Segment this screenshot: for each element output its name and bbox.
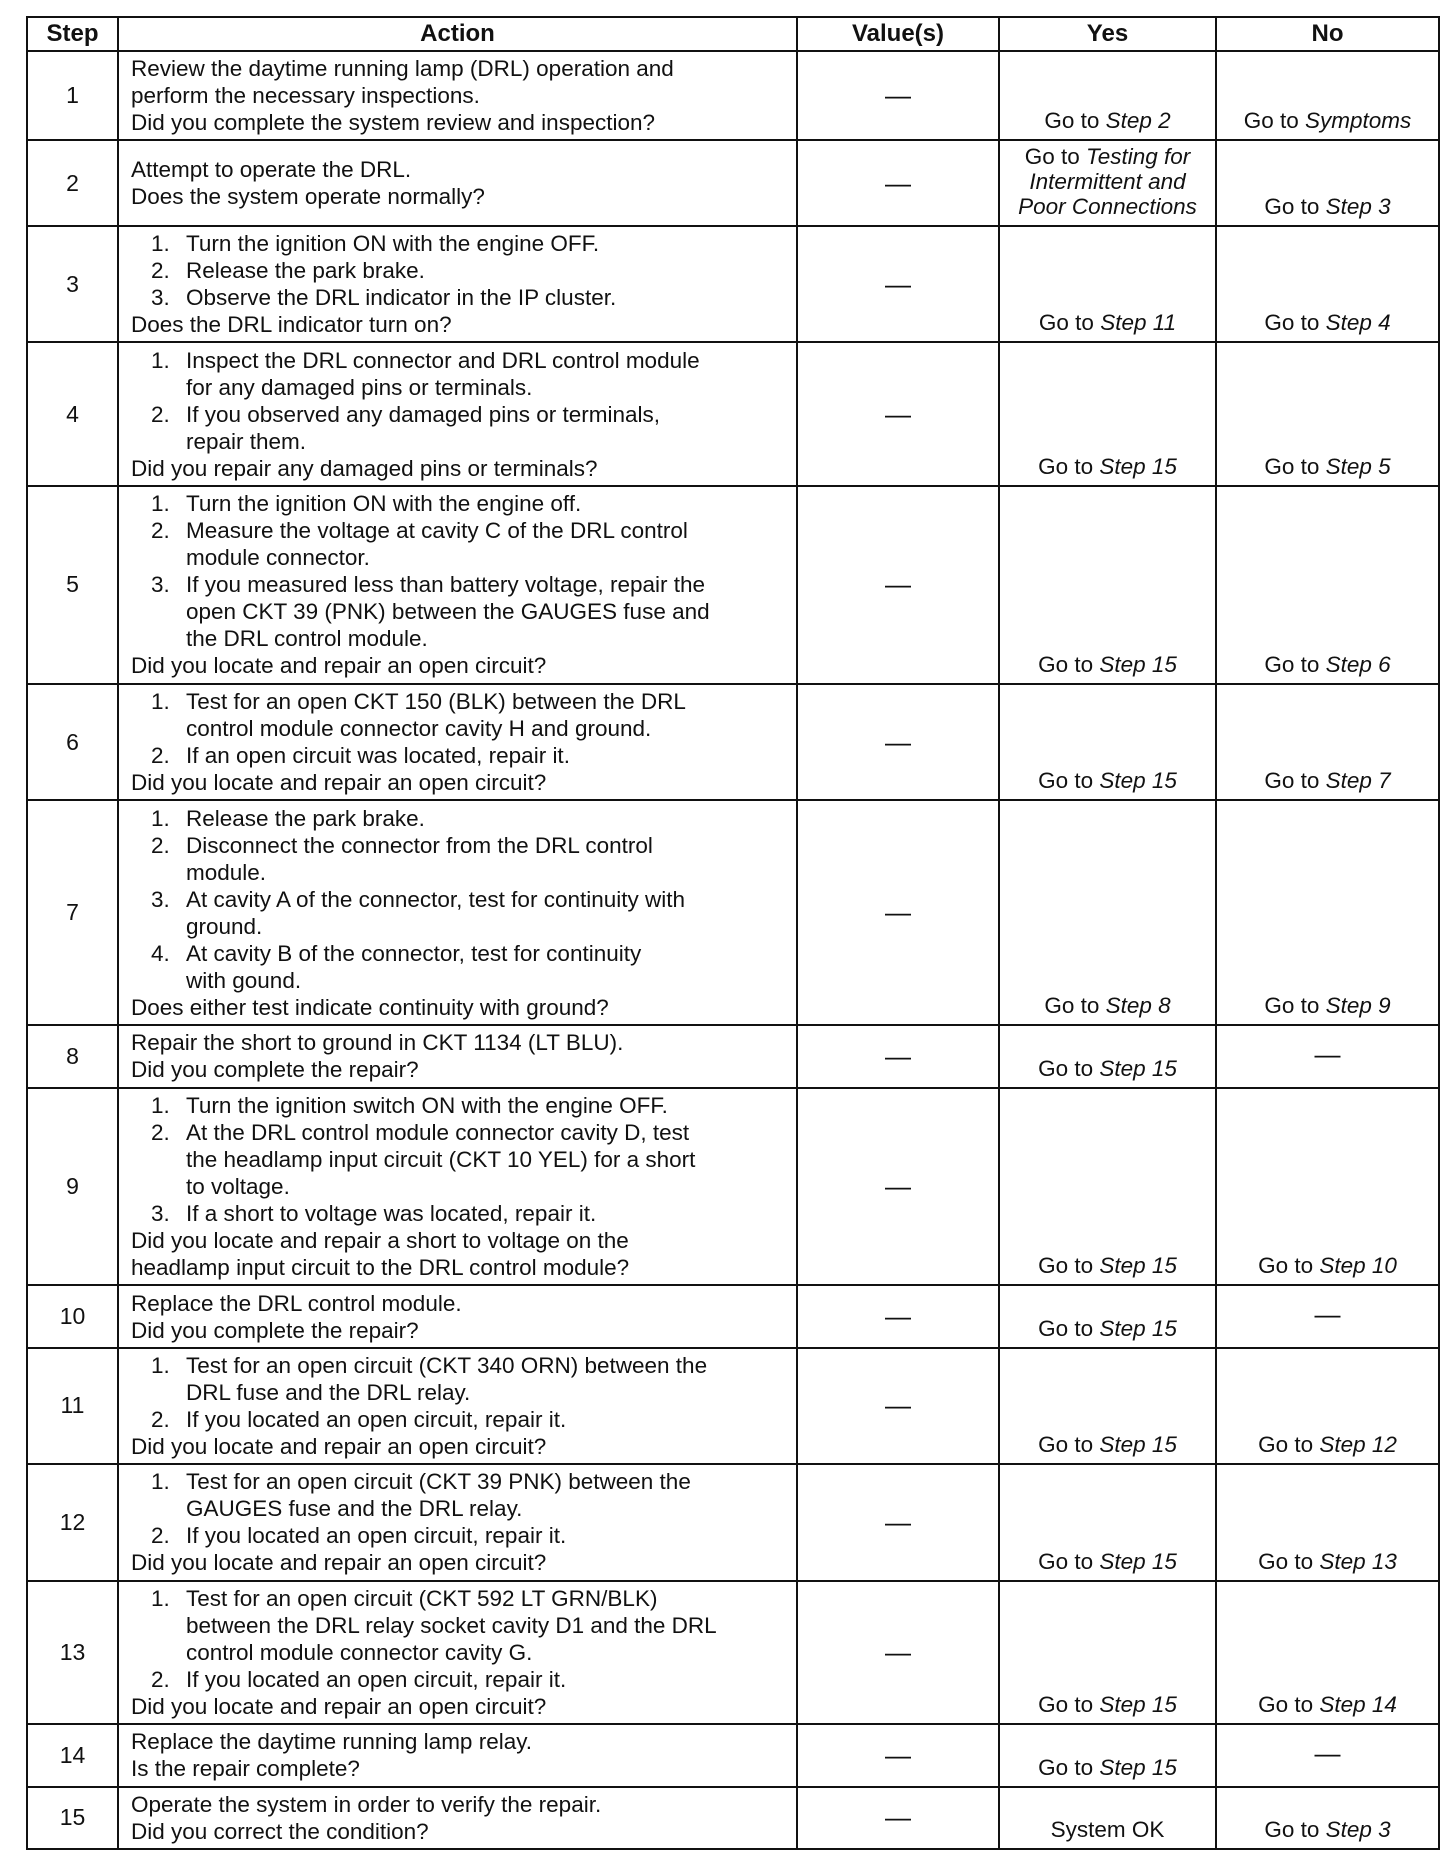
value-cell: — bbox=[797, 140, 999, 225]
action-step-text: If you measured less than battery voltage, repair the bbox=[186, 572, 706, 598]
no-cell bbox=[1216, 342, 1439, 486]
action-step-text: Test for an open CKT 150 (BLK) between the DRL bbox=[186, 689, 686, 715]
no-cell bbox=[1216, 140, 1439, 225]
header-step: Step bbox=[27, 17, 118, 51]
action-step-item bbox=[131, 284, 790, 311]
value-cell: — bbox=[797, 1285, 999, 1347]
step-number: 15 bbox=[27, 1787, 118, 1849]
yes-reference: Step 15 bbox=[1099, 453, 1177, 479]
yes-reference: Step 8 bbox=[1105, 993, 1171, 1019]
action-step-item bbox=[131, 230, 790, 257]
value-cell: — bbox=[797, 1724, 999, 1786]
action-step-text: between the DRL relay socket cavity D1 and the DRL bbox=[186, 1613, 717, 1639]
yes-plain-text: Go to bbox=[1038, 1548, 1094, 1574]
value-cell: — bbox=[797, 800, 999, 1025]
yes-cell bbox=[999, 1581, 1216, 1725]
step-number: 14 bbox=[27, 1724, 118, 1786]
action-question: Does either test indicate continuity with ground? bbox=[131, 994, 609, 1020]
step-number: 2 bbox=[27, 140, 118, 225]
action-step-text: Test for an open circuit (CKT 340 ORN) between the bbox=[186, 1352, 708, 1378]
header-values: Value(s) bbox=[797, 17, 999, 51]
table-row bbox=[27, 486, 1439, 684]
action-steps bbox=[131, 490, 790, 652]
action-step-number: 2. bbox=[151, 832, 170, 858]
action-step-text: Observe the DRL indicator in the IP cluster. bbox=[186, 285, 617, 311]
action-step-number: 3. bbox=[151, 285, 170, 311]
step-number: 8 bbox=[27, 1025, 118, 1087]
yes-reference: Step 15 bbox=[1099, 1253, 1177, 1279]
action-step-item bbox=[131, 805, 790, 832]
table-row bbox=[27, 342, 1439, 486]
action-cell bbox=[118, 51, 797, 140]
action-step-text: with gound. bbox=[186, 967, 302, 993]
no-reference: Step 5 bbox=[1325, 453, 1391, 479]
action-step-number: 3. bbox=[151, 886, 170, 912]
no-plain-text: Go to bbox=[1264, 1817, 1320, 1842]
no-reference: Step 3 bbox=[1325, 1817, 1391, 1842]
action-question: Did you complete the repair? bbox=[131, 1317, 419, 1343]
action-step-item bbox=[131, 517, 790, 571]
action-step-text: Measure the voltage at cavity C of the DRL control bbox=[186, 518, 688, 544]
action-step-text: Inspect the DRL connector and DRL control module bbox=[186, 347, 700, 373]
header-action: Action bbox=[118, 17, 797, 51]
action-cell bbox=[118, 1787, 797, 1849]
action-step-text: At cavity B of the connector, test for continuity bbox=[186, 940, 642, 966]
action-question: headlamp input circuit to the DRL control module? bbox=[131, 1255, 630, 1280]
action-step-item bbox=[131, 1352, 790, 1406]
no-cell bbox=[1216, 1581, 1439, 1725]
yes-plain-text: Go to bbox=[1044, 993, 1100, 1019]
action-text: Replace the DRL control module. bbox=[131, 1290, 462, 1316]
action-step-text: If you located an open circuit, repair it. bbox=[186, 1523, 567, 1549]
action-step-number: 4. bbox=[151, 940, 170, 966]
action-question: Did you locate and repair an open circuit? bbox=[131, 1550, 547, 1576]
action-step-number: 2. bbox=[151, 743, 170, 769]
action-step-text: Test for an open circuit (CKT 592 LT GRN/BLK) bbox=[186, 1586, 658, 1612]
value-cell: — bbox=[797, 1025, 999, 1087]
yes-cell bbox=[999, 800, 1216, 1025]
action-step-item bbox=[131, 571, 790, 652]
yes-cell bbox=[999, 1464, 1216, 1581]
yes-cell bbox=[999, 1724, 1216, 1786]
no-dash: — bbox=[1314, 1737, 1341, 1768]
no-cell bbox=[1216, 1025, 1439, 1087]
action-step-text: the headlamp input circuit (CKT 10 YEL) for a short bbox=[186, 1147, 696, 1172]
action-step-number: 1. bbox=[151, 1586, 170, 1612]
action-text: Replace the daytime running lamp relay. bbox=[131, 1729, 533, 1755]
action-steps bbox=[131, 347, 790, 455]
no-plain-text: Go to bbox=[1258, 1253, 1314, 1279]
action-step-number: 2. bbox=[151, 1667, 170, 1693]
header-row bbox=[27, 17, 1439, 51]
yes-reference: Testing for bbox=[1086, 143, 1191, 169]
table-row bbox=[27, 800, 1439, 1025]
action-question: Does the system operate normally? bbox=[131, 184, 485, 210]
action-step-item bbox=[131, 1468, 790, 1522]
yes-cell bbox=[999, 1285, 1216, 1347]
action-steps bbox=[131, 230, 790, 311]
table-row bbox=[27, 1348, 1439, 1465]
yes-reference: Step 11 bbox=[1100, 310, 1177, 336]
no-plain-text: Go to bbox=[1258, 1432, 1314, 1458]
action-step-item bbox=[131, 832, 790, 886]
no-reference: Step 13 bbox=[1319, 1548, 1397, 1574]
action-question: Did you locate and repair a short to voltage on the bbox=[131, 1228, 629, 1253]
value-cell: — bbox=[797, 684, 999, 801]
action-question: Is the repair complete? bbox=[131, 1756, 360, 1782]
no-cell bbox=[1216, 226, 1439, 343]
no-reference: Step 12 bbox=[1319, 1432, 1397, 1458]
action-steps bbox=[131, 805, 790, 994]
action-step-text: GAUGES fuse and the DRL relay. bbox=[186, 1496, 523, 1522]
yes-plain-text: Go to bbox=[1038, 651, 1094, 677]
action-step-number: 2. bbox=[151, 258, 170, 284]
step-number: 5 bbox=[27, 486, 118, 684]
action-step-number: 1. bbox=[151, 805, 170, 831]
action-step-item bbox=[131, 886, 790, 940]
action-cell bbox=[118, 1088, 797, 1286]
action-step-item bbox=[131, 401, 790, 455]
action-step-text: Test for an open circuit (CKT 39 PNK) between the bbox=[186, 1469, 691, 1495]
no-reference: Step 3 bbox=[1325, 193, 1391, 219]
action-step-item bbox=[131, 490, 790, 517]
action-cell bbox=[118, 226, 797, 343]
diagnostic-table bbox=[26, 16, 1440, 1850]
action-step-text: to voltage. bbox=[186, 1174, 290, 1199]
yes-reference: Step 15 bbox=[1099, 1548, 1177, 1574]
yes-plain-text: Go to bbox=[1038, 1754, 1094, 1780]
action-step-item bbox=[131, 1200, 790, 1227]
step-number: 11 bbox=[27, 1348, 118, 1465]
action-step-text: Turn the ignition switch ON with the engine OFF. bbox=[186, 1093, 668, 1118]
yes-cell bbox=[999, 1088, 1216, 1286]
step-number: 6 bbox=[27, 684, 118, 801]
action-step-item bbox=[131, 940, 790, 994]
action-text: perform the necessary inspections. bbox=[131, 83, 480, 109]
no-plain-text: Go to bbox=[1243, 108, 1299, 134]
action-question: Did you locate and repair an open circuit? bbox=[131, 653, 547, 679]
step-number: 7 bbox=[27, 800, 118, 1025]
no-reference: Step 14 bbox=[1319, 1692, 1397, 1718]
action-cell bbox=[118, 1464, 797, 1581]
yes-cell bbox=[999, 684, 1216, 801]
action-step-text: for any damaged pins or terminals. bbox=[186, 374, 533, 400]
yes-cell bbox=[999, 1348, 1216, 1465]
action-step-text: If you observed any damaged pins or terminals, bbox=[186, 401, 661, 427]
action-steps bbox=[131, 1585, 790, 1693]
action-steps bbox=[131, 1468, 790, 1549]
yes-cell bbox=[999, 486, 1216, 684]
no-reference: Step 4 bbox=[1325, 310, 1391, 336]
action-step-text: Turn the ignition ON with the engine off. bbox=[186, 491, 582, 517]
yes-plain-text: Go to bbox=[1038, 1253, 1094, 1279]
action-step-number: 1. bbox=[151, 1352, 170, 1378]
no-plain-text: Go to bbox=[1258, 1548, 1314, 1574]
action-step-number: 1. bbox=[151, 231, 170, 257]
action-step-text: Release the park brake. bbox=[186, 258, 425, 284]
action-question: Did you locate and repair an open circuit? bbox=[131, 770, 547, 796]
no-cell bbox=[1216, 1787, 1439, 1849]
action-step-text: module. bbox=[186, 859, 267, 885]
action-step-text: Disconnect the connector from the DRL control bbox=[186, 832, 653, 858]
no-cell bbox=[1216, 486, 1439, 684]
action-cell bbox=[118, 800, 797, 1025]
action-step-text: ground. bbox=[186, 913, 263, 939]
no-plain-text: Go to bbox=[1264, 193, 1320, 219]
action-cell bbox=[118, 342, 797, 486]
yes-reference: Step 15 bbox=[1099, 1055, 1177, 1081]
table-body bbox=[27, 51, 1439, 1849]
value-cell: — bbox=[797, 1581, 999, 1725]
action-question: Does the DRL indicator turn on? bbox=[131, 312, 452, 338]
action-step-text: DRL fuse and the DRL relay. bbox=[186, 1379, 471, 1405]
action-question: Did you correct the condition? bbox=[131, 1818, 429, 1844]
table-row bbox=[27, 1464, 1439, 1581]
yes-reference: Step 2 bbox=[1105, 108, 1171, 134]
yes-plain-text: Go to bbox=[1024, 143, 1080, 169]
action-step-item bbox=[131, 1406, 790, 1433]
yes-plain-text: Go to bbox=[1038, 1692, 1094, 1718]
table-row bbox=[27, 140, 1439, 225]
no-cell bbox=[1216, 1464, 1439, 1581]
action-step-number: 1. bbox=[151, 491, 170, 517]
step-number: 9 bbox=[27, 1088, 118, 1286]
action-step-number: 2. bbox=[151, 518, 170, 544]
action-step-number: 2. bbox=[151, 1523, 170, 1549]
yes-cell bbox=[999, 342, 1216, 486]
action-step-number: 1. bbox=[151, 347, 170, 373]
action-step-number: 3. bbox=[151, 1201, 170, 1226]
action-step-text: If a short to voltage was located, repair it. bbox=[186, 1201, 597, 1226]
yes-reference: Step 15 bbox=[1099, 1754, 1177, 1780]
yes-reference-line: Intermittent and bbox=[1029, 168, 1186, 194]
value-cell: — bbox=[797, 1787, 999, 1849]
action-cell bbox=[118, 1724, 797, 1786]
action-question: Did you complete the system review and inspection? bbox=[131, 110, 656, 136]
action-question: Did you locate and repair an open circuit? bbox=[131, 1433, 547, 1459]
yes-plain-text: Go to bbox=[1038, 1315, 1094, 1341]
yes-reference: Step 15 bbox=[1099, 1692, 1177, 1718]
yes-reference: Step 15 bbox=[1099, 651, 1177, 677]
action-steps bbox=[131, 1092, 790, 1227]
yes-cell bbox=[999, 1787, 1216, 1849]
action-cell bbox=[118, 140, 797, 225]
action-cell bbox=[118, 1025, 797, 1087]
table-row bbox=[27, 1724, 1439, 1786]
no-reference: Step 6 bbox=[1325, 651, 1391, 677]
step-number: 10 bbox=[27, 1285, 118, 1347]
table-row bbox=[27, 1025, 1439, 1087]
value-cell: — bbox=[797, 226, 999, 343]
action-step-number: 2. bbox=[151, 1120, 170, 1145]
action-cell bbox=[118, 684, 797, 801]
action-step-text: At the DRL control module connector cavity D, test bbox=[186, 1120, 690, 1145]
action-text: Operate the system in order to verify the repair. bbox=[131, 1791, 602, 1817]
table-row bbox=[27, 1088, 1439, 1286]
no-cell bbox=[1216, 51, 1439, 140]
table-row bbox=[27, 226, 1439, 343]
action-step-text: At cavity A of the connector, test for continuity with bbox=[186, 886, 686, 912]
action-step-text: open CKT 39 (PNK) between the GAUGES fuse and bbox=[186, 599, 710, 625]
action-step-text: control module connector cavity G. bbox=[186, 1640, 533, 1666]
yes-cell bbox=[999, 226, 1216, 343]
action-step-item bbox=[131, 257, 790, 284]
no-cell bbox=[1216, 1285, 1439, 1347]
action-step-number: 2. bbox=[151, 401, 170, 427]
value-cell: — bbox=[797, 342, 999, 486]
table-row bbox=[27, 51, 1439, 140]
action-step-item bbox=[131, 1585, 790, 1666]
yes-plain-text: Go to bbox=[1044, 108, 1100, 134]
action-text: Attempt to operate the DRL. bbox=[131, 157, 412, 183]
action-step-text: Turn the ignition ON with the engine OFF. bbox=[186, 231, 600, 257]
no-plain-text: Go to bbox=[1264, 768, 1320, 794]
table-row bbox=[27, 684, 1439, 801]
yes-plain-text: Go to bbox=[1038, 768, 1094, 794]
yes-plain-text: System OK bbox=[1050, 1817, 1165, 1842]
table-row bbox=[27, 1581, 1439, 1725]
action-cell bbox=[118, 1581, 797, 1725]
action-step-text: module connector. bbox=[186, 545, 370, 571]
yes-reference: Step 15 bbox=[1099, 768, 1177, 794]
yes-cell bbox=[999, 51, 1216, 140]
action-step-text: control module connector cavity H and ground. bbox=[186, 716, 652, 742]
no-dash: — bbox=[1314, 1038, 1341, 1069]
yes-plain-text: Go to bbox=[1038, 1432, 1094, 1458]
no-cell bbox=[1216, 1348, 1439, 1465]
action-step-text: Release the park brake. bbox=[186, 805, 425, 831]
action-step-number: 3. bbox=[151, 572, 170, 598]
action-cell bbox=[118, 486, 797, 684]
no-reference: Step 7 bbox=[1325, 768, 1391, 794]
yes-reference-line: Poor Connections bbox=[1018, 193, 1197, 219]
action-steps bbox=[131, 688, 790, 769]
yes-plain-text: Go to bbox=[1038, 1055, 1094, 1081]
action-question: Did you complete the repair? bbox=[131, 1057, 419, 1083]
action-step-number: 1. bbox=[151, 1093, 170, 1118]
step-number: 12 bbox=[27, 1464, 118, 1581]
action-step-item bbox=[131, 1666, 790, 1693]
action-step-number: 1. bbox=[151, 689, 170, 715]
yes-plain-text: Go to bbox=[1038, 453, 1094, 479]
no-plain-text: Go to bbox=[1264, 993, 1320, 1019]
yes-cell bbox=[999, 140, 1216, 225]
yes-reference: Step 15 bbox=[1099, 1315, 1177, 1341]
header-no: No bbox=[1216, 17, 1439, 51]
action-step-text: repair them. bbox=[186, 428, 307, 454]
action-step-item bbox=[131, 347, 790, 401]
step-number: 1 bbox=[27, 51, 118, 140]
action-step-item bbox=[131, 1522, 790, 1549]
no-dash: — bbox=[1314, 1299, 1341, 1330]
step-number: 3 bbox=[27, 226, 118, 343]
yes-plain-text: Go to bbox=[1038, 310, 1094, 336]
no-plain-text: Go to bbox=[1264, 651, 1320, 677]
action-cell bbox=[118, 1348, 797, 1465]
no-cell bbox=[1216, 800, 1439, 1025]
action-step-text: If an open circuit was located, repair it. bbox=[186, 743, 570, 769]
action-text: Repair the short to ground in CKT 1134 (LT BLU). bbox=[131, 1030, 624, 1056]
action-step-text: the DRL control module. bbox=[186, 626, 428, 652]
action-step-text: If you located an open circuit, repair it. bbox=[186, 1667, 567, 1693]
action-step-number: 2. bbox=[151, 1406, 170, 1432]
action-step-item bbox=[131, 688, 790, 742]
header-yes: Yes bbox=[999, 17, 1216, 51]
no-cell bbox=[1216, 684, 1439, 801]
no-cell bbox=[1216, 1724, 1439, 1786]
action-steps bbox=[131, 1352, 790, 1433]
value-cell: — bbox=[797, 1088, 999, 1286]
value-cell: — bbox=[797, 486, 999, 684]
action-step-item bbox=[131, 742, 790, 769]
action-step-item bbox=[131, 1092, 790, 1119]
action-step-number: 1. bbox=[151, 1469, 170, 1495]
action-step-item bbox=[131, 1119, 790, 1200]
action-cell bbox=[118, 1285, 797, 1347]
action-step-text: If you located an open circuit, repair it. bbox=[186, 1406, 567, 1432]
no-reference: Symptoms bbox=[1305, 108, 1412, 134]
value-cell: — bbox=[797, 1348, 999, 1465]
value-cell: — bbox=[797, 51, 999, 140]
yes-reference: Step 15 bbox=[1099, 1432, 1177, 1458]
yes-cell bbox=[999, 1025, 1216, 1087]
step-number: 13 bbox=[27, 1581, 118, 1725]
no-cell bbox=[1216, 1088, 1439, 1286]
table-row bbox=[27, 1787, 1439, 1849]
no-plain-text: Go to bbox=[1264, 453, 1320, 479]
no-plain-text: Go to bbox=[1264, 310, 1320, 336]
no-plain-text: Go to bbox=[1258, 1692, 1314, 1718]
table-row bbox=[27, 1285, 1439, 1347]
action-text: Review the daytime running lamp (DRL) operation and bbox=[131, 56, 674, 82]
action-question: Did you locate and repair an open circuit? bbox=[131, 1694, 547, 1720]
action-question: Did you repair any damaged pins or terminals? bbox=[131, 455, 598, 481]
no-reference: Step 9 bbox=[1325, 993, 1391, 1019]
value-cell: — bbox=[797, 1464, 999, 1581]
step-number: 4 bbox=[27, 342, 118, 486]
no-reference: Step 10 bbox=[1319, 1253, 1397, 1279]
